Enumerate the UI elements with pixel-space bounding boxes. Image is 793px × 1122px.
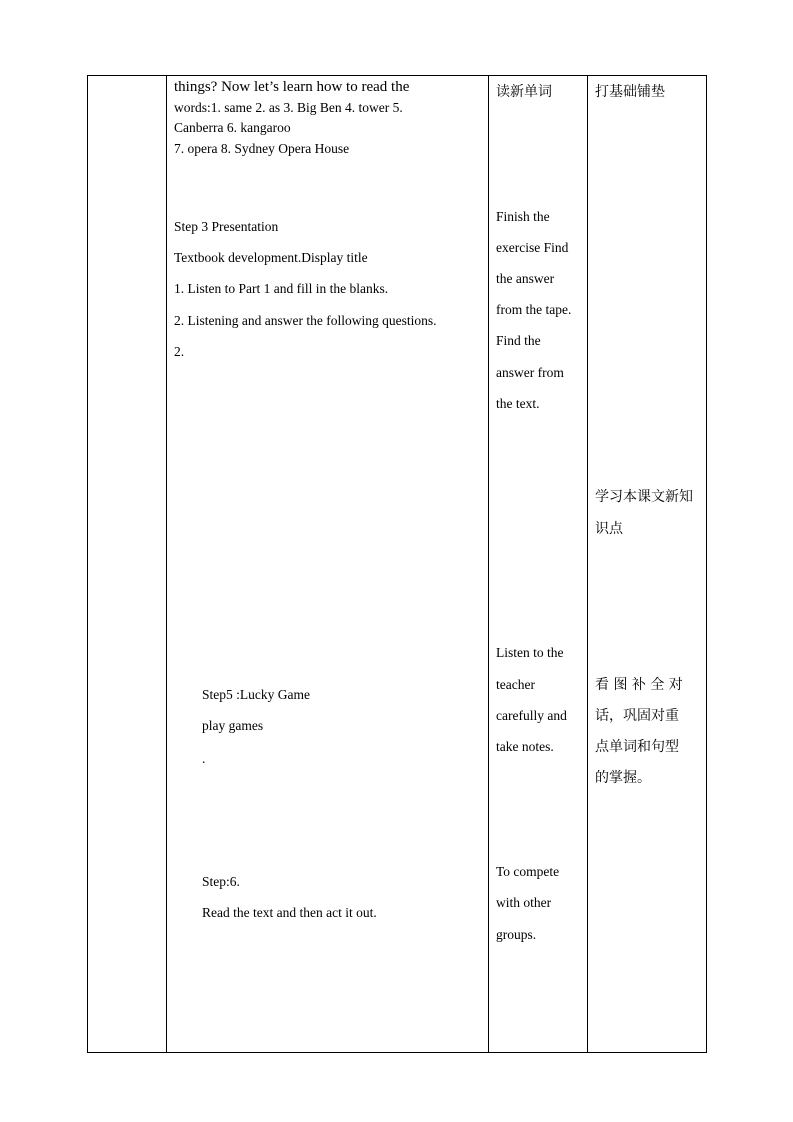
activity-text: 读新单词: [496, 84, 552, 100]
intro-line: things? Now let’s learn how to read the: [174, 79, 410, 95]
step3-line: Textbook development.Display title: [174, 250, 368, 265]
step3-line: 1. Listen to Part 1 and fill in the blanks.: [174, 281, 389, 296]
activity-text: from the tape.: [496, 302, 572, 317]
step3-line: 2. Listening and answer the following questions.: [174, 313, 437, 328]
word-list-line: words:1. same 2. as 3. Big Ben 4. tower 5.: [174, 100, 403, 115]
step3-line: 2.: [174, 344, 185, 359]
step5-heading: Step5 :Lucky Game: [202, 687, 310, 702]
word-list-line: 7. opera 8. Sydney Opera House: [174, 141, 350, 156]
step5-line: play games: [202, 718, 264, 733]
intent-text: 识点: [595, 521, 623, 537]
intent-text: 点单词和句型: [595, 739, 679, 755]
step3-heading: Step 3 Presentation: [174, 219, 279, 234]
activity-text: Listen to the: [496, 645, 564, 660]
intent-text: 看 图 补 全 对: [595, 677, 683, 693]
activity-text: Find the: [496, 333, 541, 348]
step6-heading: Step:6.: [202, 874, 240, 889]
table-border-right: [706, 75, 707, 1053]
intent-text: 话，巩固对重: [595, 708, 679, 724]
column-divider-3: [587, 75, 588, 1053]
table-border-left: [87, 75, 88, 1053]
intent-text: 打基础铺垫: [595, 84, 665, 100]
activity-text: groups.: [496, 927, 537, 942]
activity-text: answer from: [496, 365, 564, 380]
table-border-top: [87, 75, 707, 76]
activity-text: the answer: [496, 271, 555, 286]
step6-line: Read the text and then act it out.: [202, 905, 377, 920]
intent-text: 学习本课文新知: [595, 489, 693, 505]
activity-text: carefully and: [496, 708, 567, 723]
column-divider-2: [488, 75, 489, 1053]
activity-text: Finish the: [496, 209, 550, 224]
table-border-bottom: [87, 1052, 707, 1053]
activity-text: To compete: [496, 864, 560, 879]
activity-text: with other: [496, 895, 552, 910]
activity-text: teacher: [496, 677, 535, 692]
intent-text: 的掌握。: [595, 770, 651, 786]
activity-text: take notes.: [496, 739, 554, 754]
step5-line: .: [202, 751, 206, 766]
activity-text: the text.: [496, 396, 540, 411]
column-divider-1: [166, 75, 167, 1053]
activity-text: exercise Find: [496, 240, 569, 255]
word-list-line: Canberra 6. kangaroo: [174, 120, 291, 135]
